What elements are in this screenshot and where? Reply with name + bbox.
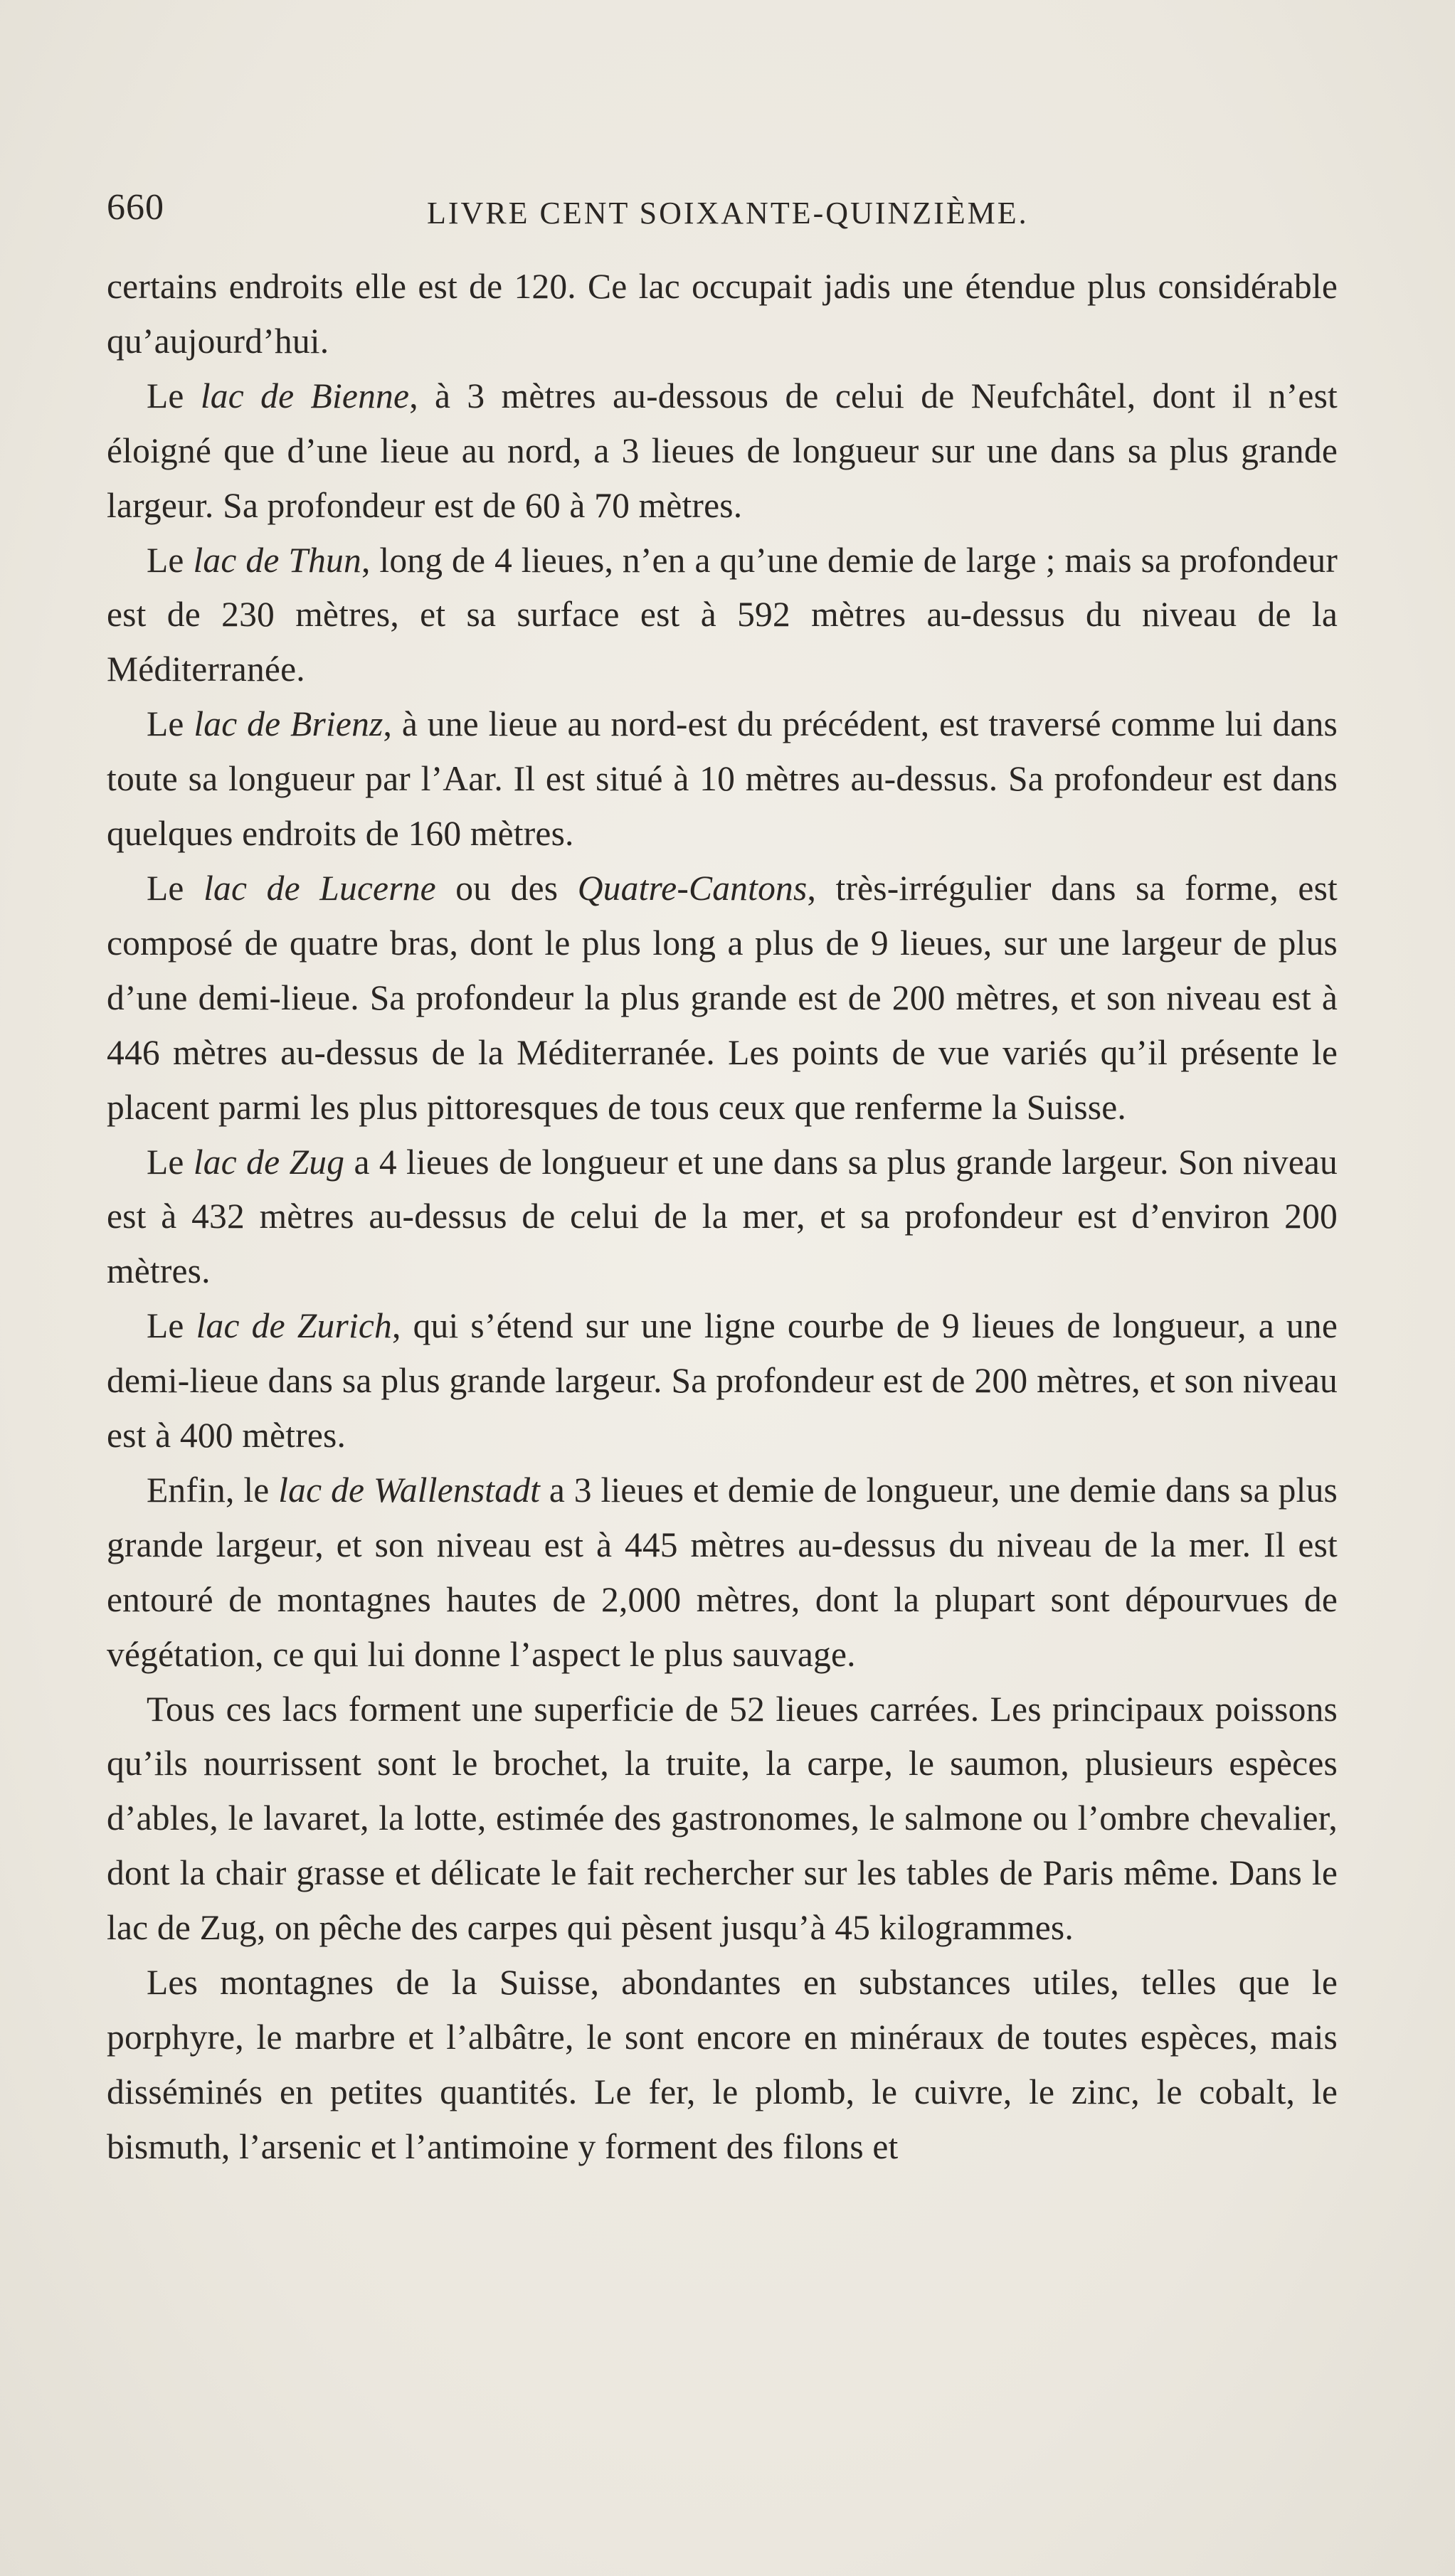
paragraph-1: certains endroits elle est de 120. Ce lac occupait jadis une étendue plus considérable qu’aujourd’hui. — [107, 267, 1338, 361]
paragraph-lac-de-wallenstadt: Enfin, le lac de Wallenstadt a 3 lieues et demie de longueur, une demie dans sa plus grande largeur, et son niveau est à 445 mètres au-dessus du niveau de la mer. Il est entouré de montagnes hautes de 2,000 mètres, dont la plupart sont dépourvues de végétation, ce qui lui donne l’aspect le plus sauvage. — [107, 1470, 1338, 1674]
page-header — [107, 186, 1355, 243]
lake-name: lac de Bienne — [200, 376, 410, 415]
paragraph-lac-de-lucerne: Le lac de Lucerne ou des Quatre-Cantons, très-irrégulier dans sa forme, est composé de quatre bras, dont le plus long a plus de 9 lieues, sur une largeur de plus d’une demi-lieue. Sa profondeur la plus grande est de 200 mètres, et son niveau est à 446 mètres au-dessus de la Méditerranée. Les points de vue variés qu’il présente le placent parmi les plus pittoresques de tous ceux que renferme la Suisse. — [107, 868, 1338, 1127]
lake-name: lac de Wallenstadt — [278, 1470, 541, 1510]
body-text — [107, 260, 1338, 2175]
paragraph-lac-de-thun: Le lac de Thun, long de 4 lieues, n’en a qu’une demie de large ; mais sa profondeur est de 230 mètres, et sa surface est à 592 mètres au-dessus du niveau de la Méditerranée. — [107, 540, 1338, 689]
lake-name: lac de Brienz — [194, 704, 383, 744]
lake-name: lac de Thun — [193, 540, 361, 580]
paragraph-lac-de-brienz: Le lac de Brienz, à une lieue au nord-est du précédent, est traversé comme lui dans toute sa longueur par l’Aar. Il est situé à 10 mètres au-dessus. Sa profondeur est dans quelques endroits de 160 mètres. — [107, 704, 1338, 854]
running-title: LIVRE CENT SOIXANTE-QUINZIÈME. — [427, 196, 1029, 230]
paragraph-lac-de-zurich: Le lac de Zurich, qui s’étend sur une ligne courbe de 9 lieues de longueur, a une demi-lieue dans sa plus grande largeur. Sa profondeur est de 200 mètres, et son niveau est à 400 mètres. — [107, 1306, 1338, 1456]
lake-name: lac de Zurich — [196, 1306, 393, 1346]
paragraph-montagnes: Les montagnes de la Suisse, abondantes en substances utiles, telles que le porphyre, le marbre et l’albâtre, le sont encore en minéraux de toutes espèces, mais disséminés en petites quantités. Le fer, le plomb, le cuivre, le zinc, le cobalt, le bismuth, l’arsenic et l’antimoine y forment des filons et — [107, 1963, 1338, 2166]
paragraph-lac-de-zug: Le lac de Zug a 4 lieues de longueur et une dans sa plus grande largeur. Son niveau est à 432 mètres au-dessus de celui de la mer, et sa profondeur est d’environ 200 mètres. — [107, 1142, 1338, 1291]
lake-name: lac de Zug — [193, 1142, 345, 1182]
paragraph-lac-de-bienne: Le lac de Bienne, à 3 mètres au-dessous de celui de Neufchâtel, dont il n’est éloigné que d’une lieue au nord, a 3 lieues de longueur sur une dans sa plus grande largeur. Sa profondeur est de 60 à 70 mètres. — [107, 376, 1338, 525]
page-number: 660 — [107, 187, 164, 228]
lake-name: lac de Lucerne — [203, 868, 436, 908]
paragraph-poissons: Tous ces lacs forment une superficie de 52 lieues carrées. Les principaux poissons qu’ils nourrissent sont le brochet, la truite, la carpe, le saumon, plusieurs espèces d’ables, le lavaret, la lotte, estimée des gastronomes, le salmone ou l’ombre chevalier, dont la chair grasse et délicate le fait rechercher sur les tables de Paris même. Dans le lac de Zug, on pêche des carpes qui pèsent jusqu’à 45 kilogrammes. — [107, 1689, 1338, 1948]
lake-alt-name: Quatre-Cantons — [577, 868, 808, 908]
